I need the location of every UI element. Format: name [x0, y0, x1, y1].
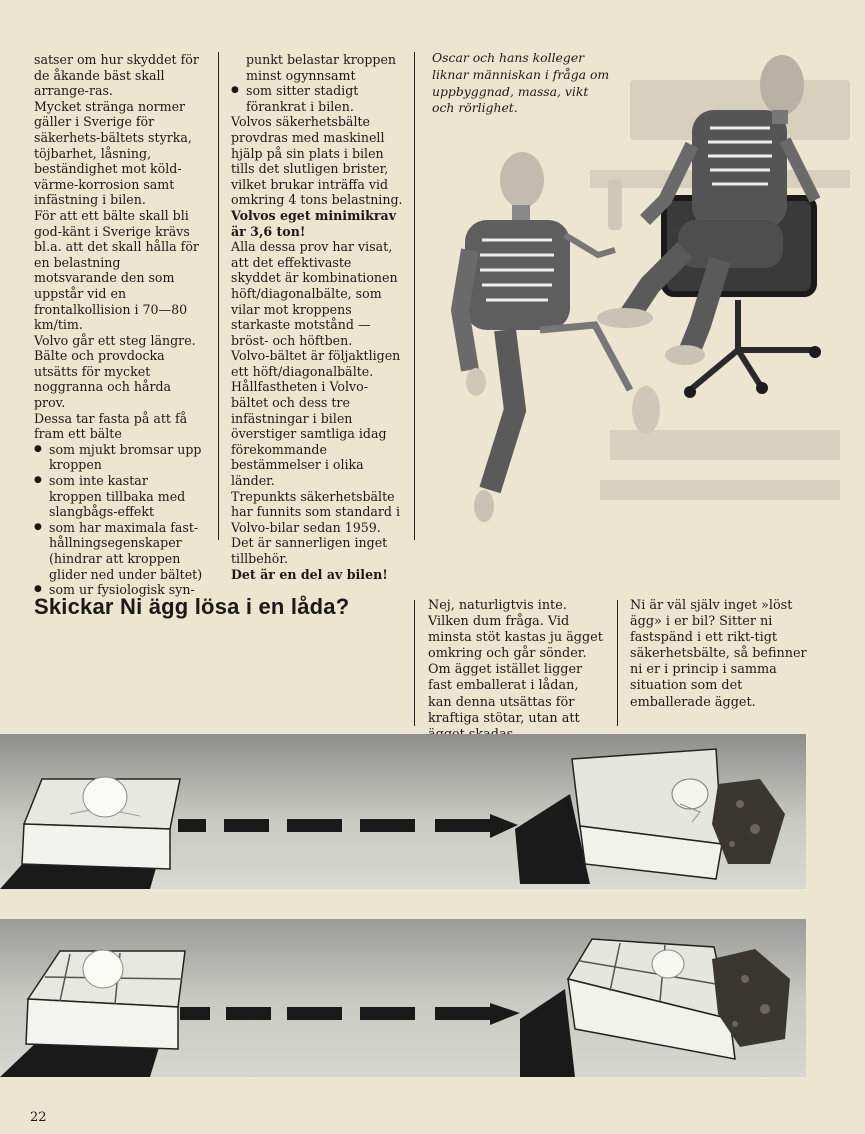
flailing-dummy	[460, 152, 660, 522]
paragraph: Trepunkts säkerhetsbälte har funnits som standard i Volvo-bilar sedan 1959.	[231, 488, 401, 535]
bullet-item: ● som inte kastar kroppen tillbaka med slangbågs-effekt	[34, 473, 204, 520]
bullet-item: ● som ur fysiologisk syn-	[34, 582, 204, 598]
paragraph: Det är sannerligen inget tillbehör.	[231, 535, 388, 566]
bold-text: Det är en del av bilen!	[231, 566, 388, 582]
paragraph: Bälte och provdocka utsätts för mycket noggranna och hårda prov.	[34, 348, 172, 411]
paragraph: Alla dessa prov har visat, att det effektivaste skyddet är kombinationen höft/diagonalbälte, som vilar mot kroppens starkaste motstånd — bröst- och höftben.	[231, 239, 398, 348]
section-headline: Skickar Ni ägg lösa i en låda?	[34, 594, 350, 619]
loose-egg-photo	[0, 734, 806, 889]
paragraph: Dessa tar fasta på att få fram ett bälte	[34, 410, 188, 442]
paragraph: Volvo-bältet är följaktligen ett höft/diagonalbälte.	[231, 348, 401, 379]
paragraph: Volvos säkerhetsbälte provdras med maskinell hjälp på sin plats i bilen tills det slutligen brister, vilket brukar inträffa vid omkring 4 tons belastning.	[231, 114, 403, 208]
egg-text-column-b: Ni är väl själv inget »löst ägg» i er bil? Sitter ni fastspänd i ett rikt-tigt säkerhetsbälte, så befinner ni er i princip i samma situation som det emballerade ägget.	[630, 598, 807, 710]
column-divider	[414, 52, 415, 540]
packed-egg-photo	[0, 919, 806, 1077]
egg-text-column-a: Nej, naturligtvis inte. Vilken dum fråga. Vid minsta stöt kastas ju ägget omkring och går sönder. Om ägget istället ligger fast emballerat i lådan, kan denna utsättas för kraftiga stötar, utan att	[428, 598, 603, 726]
bold-text: Volvos eget minimikrav är 3,6 ton!	[231, 207, 397, 239]
column-divider	[617, 600, 618, 726]
emphasis-paragraph	[231, 208, 403, 239]
paragraph: Volvo går ett steg längre.	[34, 332, 196, 348]
paragraph: För att ett bälte skall bli god-känt i Sverige krävs bl.a. att det skall hålla för en belastning motsvarande den som uppstår vid en frontalkollision i 70—80 km/tim.	[34, 207, 199, 333]
text-column-2	[231, 52, 403, 582]
paragraph: punkt belastar kroppen minst ogynnsamt	[246, 52, 397, 83]
bullet-item: ● som har maximala fast-hållningsegenskaper (hindrar att kroppen glider ned under bältet)	[34, 520, 204, 582]
page-number: 22	[30, 1110, 47, 1125]
column-divider	[218, 52, 219, 540]
bullet-item: ● som mjukt bromsar upp kroppen	[34, 442, 204, 473]
crash-test-dummies-photo	[420, 50, 860, 530]
column-divider	[414, 600, 415, 726]
emphasis-paragraph	[231, 567, 403, 583]
text-column-1	[34, 52, 204, 598]
paragraph: Mycket stränga normer gäller i Sverige för säkerhets-bältets styrka, töjbarhet, låsning, beständighet mot köld-värme-korrosion samt infästning i bilen.	[34, 98, 192, 208]
bullet-item: ● som sitter stadigt förankrat i bilen.	[231, 83, 403, 114]
photo-caption: Oscar och hans kolleger liknar människan i fråga om uppbyggnad, massa, vikt och rörlighet.	[432, 50, 610, 116]
paragraph: satser om hur skyddet för de åkande bäst skall arrange-ras.	[34, 52, 199, 99]
paragraph: Hållfastheten i Volvo-bältet och dess tre infästningar i bilen överstiger samtliga idag förekommande bestämmelser i olika länder.	[231, 379, 387, 489]
